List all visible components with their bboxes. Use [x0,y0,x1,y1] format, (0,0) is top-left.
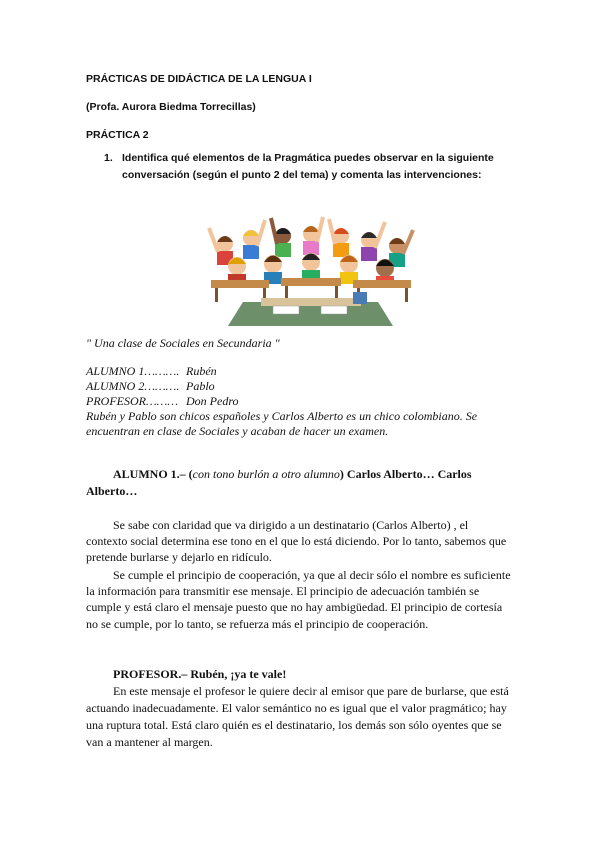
paragraph-line: En este mensaje el profesor le quiere decir al emisor que pare de burlarse, que está [113,684,509,698]
paragraph-line: actuando inadecuadamente. El valor semántico no es igual que el valor pragmático; hay [86,701,507,715]
paragraph-line: cumple y está claro el mensaje puesto que no hay ambigüedad. El principio de cortesía [86,600,503,614]
role-label: ALUMNO 2………. [86,379,180,393]
practice-heading: PRÁCTICA 2 [86,129,149,141]
exercise-number: 1. [104,152,113,164]
paragraph-line: contexto social determina ese tono en el que lo está diciendo. Por lo tanto, sabemos que [86,534,507,548]
dialogue-heading: PROFESOR.– Rubén, ¡ya te vale! [113,667,287,681]
paragraph-line: no se cumple, por lo tanto, se refuerza más el principio de cooperación. [86,617,429,631]
teacher-desk [228,292,393,326]
paren-close: ) [339,467,344,481]
stage-direction: con tono burlón a otro alumno [192,467,340,481]
speaker-label: ALUMNO 1. [113,467,180,481]
role-label: ALUMNO 1………. [86,364,180,378]
paragraph-line: van a mantener al margen. [86,735,213,749]
paragraph-line: la información para transmitir ese mensaje. El principio de adecuación también se [86,584,480,598]
utterance: Carlos Alberto… Carlos [346,467,472,481]
dash: – ( [179,467,193,481]
role-name: Don Pedro [186,394,239,408]
role-label: PROFESOR……… [86,394,178,408]
dialogue-heading [113,467,472,482]
classroom-illustration [203,214,418,326]
scene-context-line: encuentran en clase de Sociales y acaban de hacer un examen. [86,424,389,438]
role-name: Rubén [186,364,217,378]
exercise-line: Identifica qué elementos de la Pragmática puedes observar en la siguiente [122,152,494,164]
scene-caption: " Una clase de Sociales en Secundaria " [86,336,280,350]
classroom-illustration-svg [203,214,418,326]
document-title: PRÁCTICAS DE DIDÁCTICA DE LA LENGUA I [86,73,312,85]
paragraph-line: Se sabe con claridad que va dirigido a un destinatario (Carlos Alberto) , el [113,518,469,532]
students-group [209,217,413,288]
scene-context-line: Rubén y Pablo son chicos españoles y Carlos Alberto es un chico colombiano. Se [86,409,478,423]
exercise-line: conversación (según el punto 2 del tema) y comenta las intervenciones: [122,169,482,181]
paragraph-line: pretende burlarse y dejarlo en ridículo. [86,550,272,564]
paragraph-line: Se cumple el principio de cooperación, ya que al decir sólo el nombre es suficiente [113,568,511,582]
role-name: Pablo [186,379,215,393]
utterance-continued: Alberto… [86,484,138,498]
paragraph-line: una ruptura total. Está claro quién es el destinatario, los demás son sólo oyentes que se [86,718,502,732]
author-line: (Profa. Aurora Biedma Torrecillas) [86,101,256,113]
